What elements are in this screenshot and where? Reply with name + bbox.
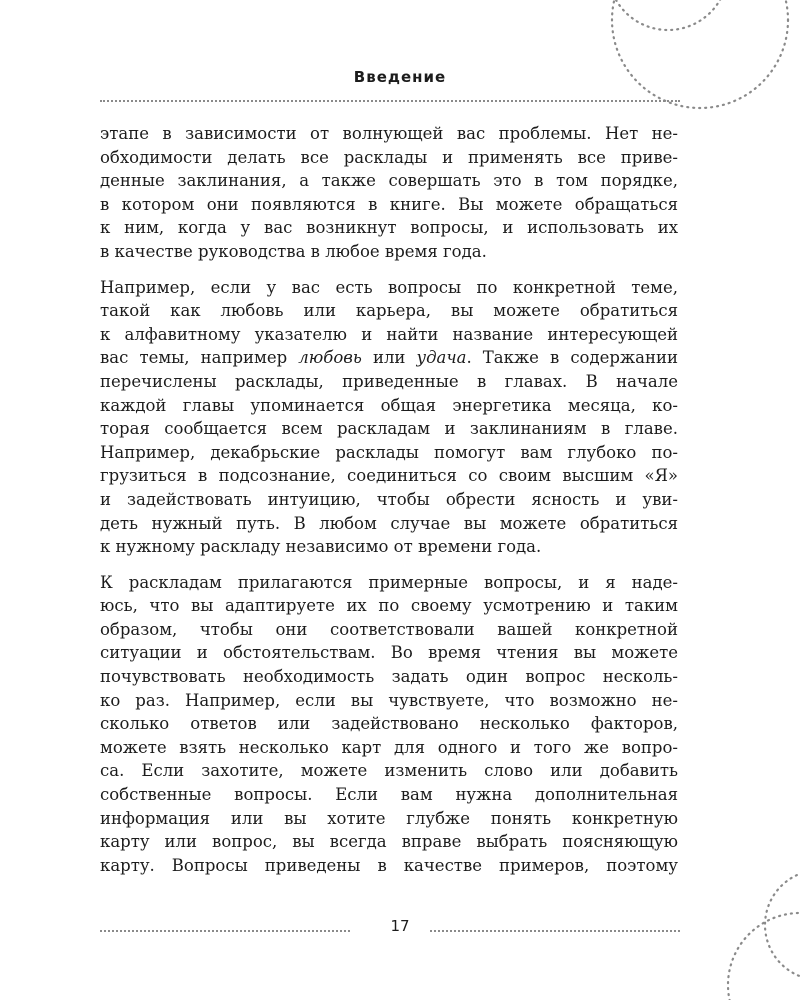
text-line: юсь, что вы адаптируете их по своему усмотрению и таким bbox=[100, 596, 678, 616]
emphasis-luck: удача bbox=[416, 348, 467, 368]
text-line: торая сообщается всем раскладам и заклинаниям в главе. bbox=[100, 419, 678, 439]
text-line: в котором они появляются в книге. Вы можете обращаться bbox=[100, 194, 678, 214]
text-fragment: . Также в содержании bbox=[466, 348, 678, 368]
emphasis-love: любовь bbox=[298, 348, 362, 368]
text-line: почувствовать необходимость задать один вопрос несколь- bbox=[100, 667, 678, 687]
text-line: этапе в зависимости от волнующей вас проблемы. Нет не- bbox=[100, 124, 678, 143]
text-line: Например, если у вас есть вопросы по конкретной теме, bbox=[100, 277, 678, 297]
text-line: карту или вопрос, вы всегда вправе выбрать поясняющую bbox=[100, 832, 678, 852]
text-line: собственные вопросы. Если вам нужна дополнительная bbox=[100, 785, 678, 805]
text-line: Например, декабрьские расклады помогут вам глубоко по- bbox=[100, 442, 678, 462]
text-line: денные заклинания, а также совершать это в том порядке, bbox=[100, 171, 678, 191]
paragraph-3 bbox=[100, 571, 678, 878]
text-line: грузиться в подсознание, соединиться со своим высшим «Я» bbox=[100, 466, 678, 486]
text-line: ситуации и обстоятельствам. Во время чтения вы можете bbox=[100, 643, 678, 663]
text-line-with-emphasis bbox=[100, 346, 678, 370]
text-line: са. Если захотите, можете изменить слово или добавить bbox=[100, 761, 678, 781]
paragraph-1 bbox=[100, 122, 678, 264]
top-right-circle-small bbox=[608, 0, 728, 30]
body-text bbox=[100, 122, 678, 889]
text-line: карту. Вопросы приведены в качестве примеров, поэтому bbox=[100, 855, 678, 875]
text-line: такой как любовь или карьера, вы можете обратиться bbox=[100, 301, 678, 321]
text-fragment: вас темы, например bbox=[100, 348, 299, 368]
footer-dotted-rule-right bbox=[430, 930, 680, 932]
text-line: сколько ответов или задействовано несколько факторов, bbox=[100, 714, 678, 734]
text-line: деть нужный путь. В любом случае вы можете обратиться bbox=[100, 513, 678, 533]
text-line: ко раз. Например, если вы чувствуете, что возможно не- bbox=[100, 690, 678, 710]
header-dotted-rule bbox=[100, 100, 680, 102]
text-line: к ним, когда у вас возникнут вопросы, и использовать их bbox=[100, 218, 678, 238]
top-right-circle-large bbox=[612, 0, 788, 108]
text-line: каждой главы упоминается общая энергетика месяца, ко- bbox=[100, 395, 678, 415]
text-line: в качестве руководства в любое время года. bbox=[100, 241, 487, 261]
text-line: к алфавитному указателю и найти название интересующей bbox=[100, 324, 678, 344]
text-line: к нужному раскладу независимо от времени года. bbox=[100, 537, 542, 557]
text-line: перечислены расклады, приведенные в главах. В начале bbox=[100, 371, 678, 391]
text-line: информация или вы хотите глубже понять конкретную bbox=[100, 808, 678, 828]
page-number: 17 bbox=[390, 917, 410, 935]
text-line: обходимости делать все расклады и применять все приве- bbox=[100, 147, 678, 167]
text-line: образом, чтобы они соответствовали вашей конкретной bbox=[100, 619, 678, 639]
text-fragment: или bbox=[361, 348, 417, 368]
text-line: К раскладам прилагаются примерные вопросы, и я наде- bbox=[100, 572, 678, 592]
chapter-header-title: Введение bbox=[353, 68, 447, 86]
paragraph-2 bbox=[100, 276, 678, 559]
text-line: можете взять несколько карт для одного и того же вопро- bbox=[100, 737, 678, 757]
text-line: и задействовать интуицию, чтобы обрести ясность и уви- bbox=[100, 489, 678, 509]
